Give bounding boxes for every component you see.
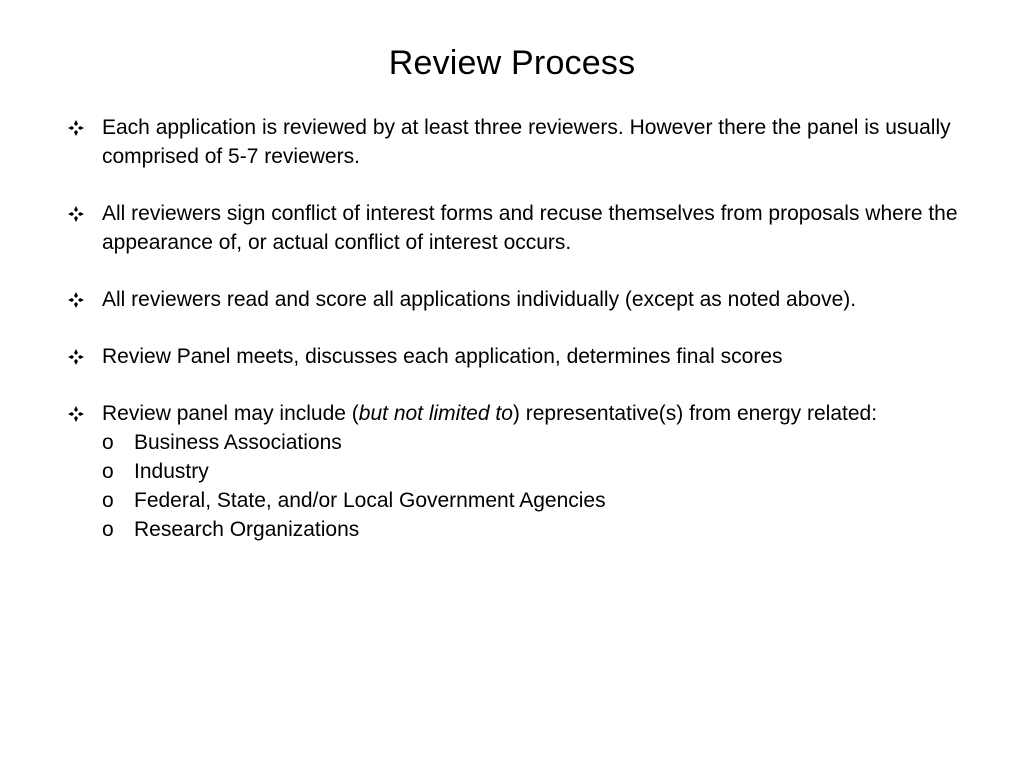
bullet-text: Review Panel meets, discusses each application, determines final scores: [102, 345, 783, 368]
sub-bullet-item: [102, 515, 968, 544]
sub-bullet-text: Business Associations: [134, 431, 342, 454]
bullet-text-italic: but not limited to: [358, 402, 513, 425]
slide-title: Review Process: [388, 44, 636, 82]
bullet-item: [68, 342, 968, 371]
circle-bullet-icon: o: [102, 489, 114, 512]
diamond-bullet-icon: [68, 206, 84, 222]
bullet-item: [68, 199, 968, 257]
diamond-bullet-icon: [68, 349, 84, 365]
sub-bullet-text: Industry: [134, 460, 209, 483]
sub-bullet-item: [102, 457, 968, 486]
sub-bullet-item: [102, 428, 968, 457]
circle-bullet-icon: o: [102, 460, 114, 483]
diamond-bullet-icon: [68, 120, 84, 136]
bullet-text: All reviewers read and score all applications individually (except as noted above).: [102, 288, 857, 311]
bullet-item: [68, 399, 968, 544]
diamond-bullet-icon: [68, 406, 84, 422]
bullet-text-after: ) representative(s) from energy related:: [512, 402, 878, 425]
sub-bullet-text: Research Organizations: [134, 518, 360, 541]
bullet-item: [68, 113, 968, 171]
bullet-list: [68, 113, 968, 572]
bullet-item: [68, 285, 968, 314]
circle-bullet-icon: o: [102, 431, 114, 454]
diamond-bullet-icon: [68, 292, 84, 308]
sub-bullet-list: [102, 428, 968, 544]
bullet-text: Each application is reviewed by at least three reviewers. However there the panel is usually comprised of 5-7 reviewers.: [102, 116, 951, 168]
bullet-text: [102, 402, 877, 425]
sub-bullet-text: Federal, State, and/or Local Government Agencies: [134, 489, 606, 512]
circle-bullet-icon: o: [102, 518, 114, 541]
bullet-text: All reviewers sign conflict of interest forms and recuse themselves from proposals where the appearance of, or actual conflict of interest occurs.: [102, 202, 958, 254]
bullet-text-before: Review panel may include (: [102, 402, 359, 425]
sub-bullet-item: [102, 486, 968, 515]
